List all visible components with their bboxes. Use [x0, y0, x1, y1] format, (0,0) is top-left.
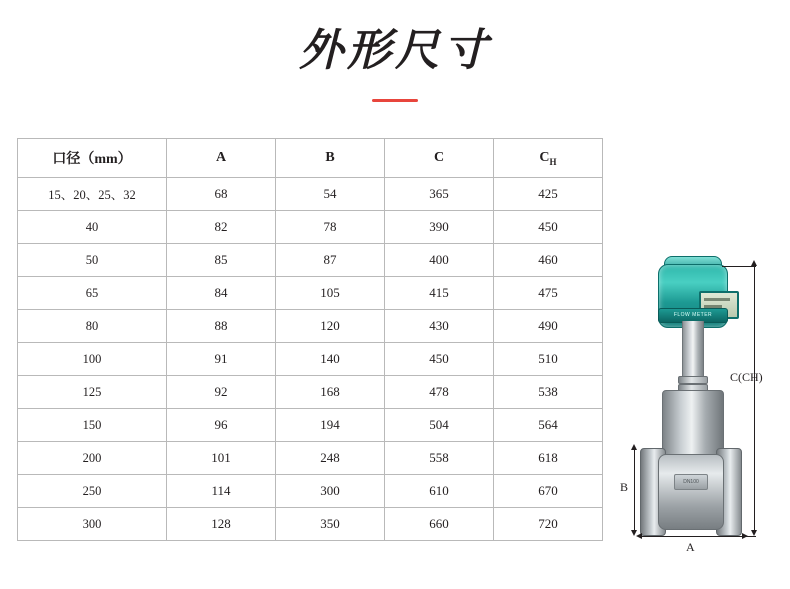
table-cell-c: 558	[385, 442, 494, 475]
neck-ring	[678, 376, 708, 384]
table-cell-a: 68	[167, 178, 276, 211]
table-cell-c: 390	[385, 211, 494, 244]
table-cell-a: 84	[167, 277, 276, 310]
table-cell-ch: 564	[494, 409, 603, 442]
nameplate: DN100	[674, 474, 708, 490]
table-cell-b: 78	[276, 211, 385, 244]
table-cell-a: 85	[167, 244, 276, 277]
table-cell-c: 504	[385, 409, 494, 442]
table-header-cell-a: A	[167, 139, 276, 178]
table-cell-diameter: 200	[18, 442, 167, 475]
table-row	[18, 376, 603, 409]
table-cell-a: 96	[167, 409, 276, 442]
table-cell-ch: 490	[494, 310, 603, 343]
table-cell-a: 101	[167, 442, 276, 475]
table-cell-c: 365	[385, 178, 494, 211]
page-title: 外形尺寸	[299, 25, 491, 76]
table-row	[18, 178, 603, 211]
dimension-arrow-b-top	[631, 444, 637, 450]
table-cell-a: 88	[167, 310, 276, 343]
table-row	[18, 508, 603, 541]
table-row	[18, 475, 603, 508]
table-cell-diameter: 250	[18, 475, 167, 508]
dimensions-table-wrapper	[17, 138, 597, 541]
table-cell-diameter: 125	[18, 376, 167, 409]
table-cell-b: 140	[276, 343, 385, 376]
table-cell-c: 450	[385, 343, 494, 376]
table-cell-a: 114	[167, 475, 276, 508]
table-header-cell-b: B	[276, 139, 385, 178]
dimension-line-height	[754, 266, 755, 530]
table-body	[18, 178, 603, 541]
dimension-label-height: C(CH)	[730, 370, 763, 384]
table-cell-c: 610	[385, 475, 494, 508]
table-header-ch-subscript: H	[549, 156, 557, 167]
table-row	[18, 211, 603, 244]
table-cell-ch: 538	[494, 376, 603, 409]
table-cell-c: 660	[385, 508, 494, 541]
table-cell-diameter: 150	[18, 409, 167, 442]
table-cell-ch: 510	[494, 343, 603, 376]
table-row	[18, 409, 603, 442]
dimension-line-b	[634, 450, 635, 530]
table-row	[18, 244, 603, 277]
table-row	[18, 277, 603, 310]
table-cell-ch: 720	[494, 508, 603, 541]
table-cell-diameter: 50	[18, 244, 167, 277]
meter-upper-body	[662, 390, 724, 462]
table-row	[18, 343, 603, 376]
dimension-label-a: A	[686, 540, 695, 554]
table-row	[18, 442, 603, 475]
flow-meter-diagram	[612, 248, 777, 554]
table-header-ch-main: C	[539, 149, 550, 165]
table-row	[18, 310, 603, 343]
table-cell-b: 168	[276, 376, 385, 409]
dimension-arrow-a-left	[636, 533, 642, 539]
table-cell-diameter: 100	[18, 343, 167, 376]
table-cell-diameter: 65	[18, 277, 167, 310]
flow-meter-illustration	[634, 248, 744, 538]
table-cell-c: 400	[385, 244, 494, 277]
table-cell-b: 300	[276, 475, 385, 508]
table-cell-a: 91	[167, 343, 276, 376]
meter-neck	[682, 321, 704, 381]
transmitter-band-label: FLOW METER	[658, 308, 728, 323]
table-cell-b: 105	[276, 277, 385, 310]
table-cell-diameter: 300	[18, 508, 167, 541]
table-cell-ch: 450	[494, 211, 603, 244]
table-cell-c: 415	[385, 277, 494, 310]
title-underline-rule	[372, 99, 418, 102]
table-cell-diameter: 80	[18, 310, 167, 343]
table-header-cell-ch	[494, 139, 603, 178]
table-cell-a: 92	[167, 376, 276, 409]
table-cell-ch: 670	[494, 475, 603, 508]
table-header-cell-diameter: 口径（mm）	[18, 139, 167, 178]
table-cell-diameter: 15、20、25、32	[18, 178, 167, 211]
meter-barrel	[658, 454, 724, 530]
table-cell-b: 350	[276, 508, 385, 541]
table-cell-b: 87	[276, 244, 385, 277]
table-header-row	[18, 139, 603, 178]
table-cell-a: 82	[167, 211, 276, 244]
table-cell-c: 430	[385, 310, 494, 343]
table-cell-ch: 618	[494, 442, 603, 475]
table-cell-b: 194	[276, 409, 385, 442]
table-cell-ch: 460	[494, 244, 603, 277]
table-header-cell-c: C	[385, 139, 494, 178]
table-cell-b: 120	[276, 310, 385, 343]
table-cell-c: 478	[385, 376, 494, 409]
table-cell-a: 128	[167, 508, 276, 541]
lcd-line	[704, 298, 730, 301]
table-cell-b: 54	[276, 178, 385, 211]
dimension-tick-top	[722, 266, 756, 267]
dimension-label-b: B	[620, 480, 629, 494]
dimension-arrow-a-right	[742, 533, 748, 539]
table-cell-ch: 475	[494, 277, 603, 310]
dimension-line-a	[640, 536, 744, 537]
table-header	[18, 139, 603, 178]
table-cell-ch: 425	[494, 178, 603, 211]
dimensions-table	[17, 138, 603, 541]
table-cell-diameter: 40	[18, 211, 167, 244]
table-cell-b: 248	[276, 442, 385, 475]
